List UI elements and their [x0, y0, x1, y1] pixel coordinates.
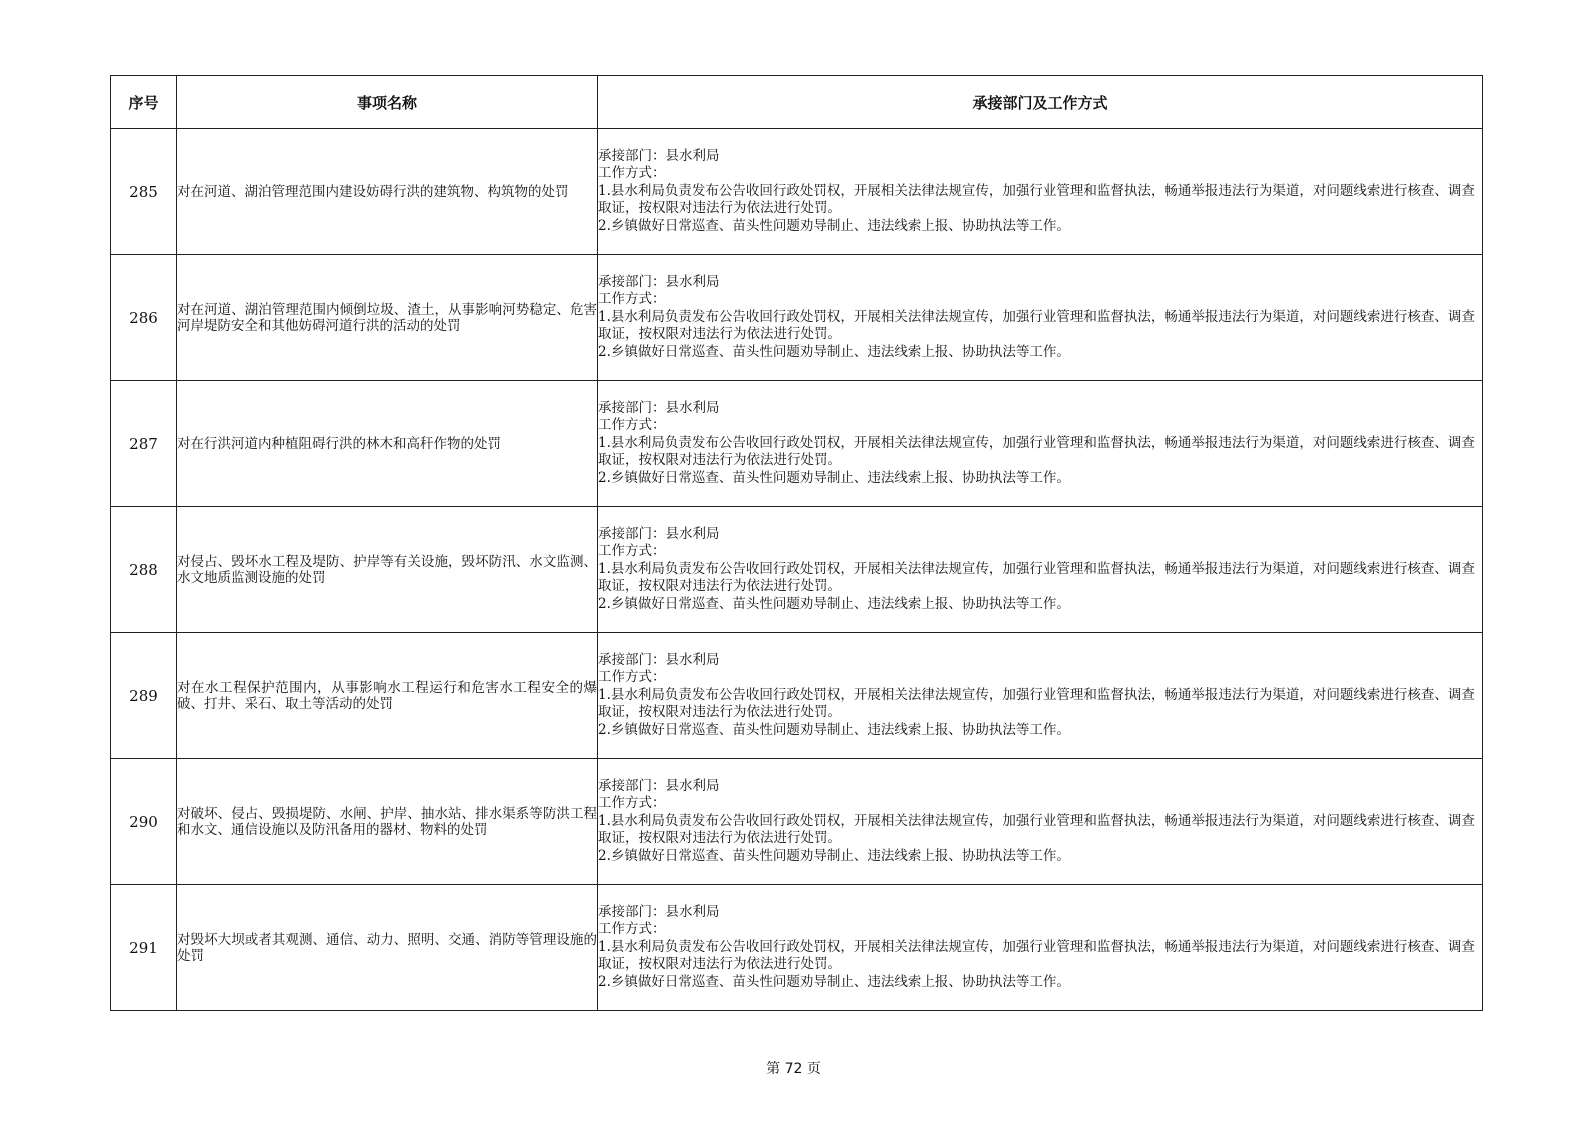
row-method: 工作方式：: [598, 543, 666, 560]
row-dept: 承接部门：县水利局: [598, 399, 720, 416]
row-item2: 2.乡镇做好日常巡查、苗头性问题劝导制止、违法线索上报、协助执法等工作。: [598, 595, 1070, 612]
row-method: 工作方式：: [598, 165, 666, 182]
table-row: [111, 759, 1483, 885]
row-method: 工作方式：: [598, 417, 666, 434]
table-row: [111, 633, 1483, 759]
table-row: [111, 255, 1483, 381]
row-method: 工作方式：: [598, 291, 666, 308]
row-seq: 290: [111, 759, 177, 885]
row-item2: 2.乡镇做好日常巡查、苗头性问题劝导制止、违法线索上报、协助执法等工作。: [598, 469, 1070, 486]
row-name: 对在河道、湖泊管理范围内建设妨碍行洪的建筑物、构筑物的处罚: [177, 129, 598, 255]
row-method: 工作方式：: [598, 921, 666, 938]
row-method: 工作方式：: [598, 669, 666, 686]
row-dept: 承接部门：县水利局: [598, 777, 720, 794]
header-name: 事项名称: [177, 76, 598, 129]
row-seq: 291: [111, 885, 177, 1011]
row-dept-cell: [598, 507, 1483, 633]
row-name: 对在行洪河道内种植阻碍行洪的林木和高秆作物的处罚: [177, 381, 598, 507]
row-name: 对在水工程保护范围内，从事影响水工程运行和危害水工程安全的爆破、打井、采石、取土等活动的处罚: [177, 633, 598, 759]
header-seq: 序号: [111, 76, 177, 129]
row-seq: 285: [111, 129, 177, 255]
row-item1: 1.县水利局负责发布公告收回行政处罚权，开展相关法律法规宣传，加强行业管理和监督执法，畅通举报违法行为渠道，对问题线索进行核查、调查取证，按权限对违法行为依法进行处罚。: [598, 686, 1475, 721]
row-seq: 287: [111, 381, 177, 507]
row-name: 对侵占、毁坏水工程及堤防、护岸等有关设施，毁坏防汛、水文监测、水文地质监测设施的处罚: [177, 507, 598, 633]
row-seq: 289: [111, 633, 177, 759]
row-item1: 1.县水利局负责发布公告收回行政处罚权，开展相关法律法规宣传，加强行业管理和监督执法，畅通举报违法行为渠道，对问题线索进行核查、调查取证，按权限对违法行为依法进行处罚。: [598, 182, 1475, 217]
row-dept: 承接部门：县水利局: [598, 651, 720, 668]
row-item2: 2.乡镇做好日常巡查、苗头性问题劝导制止、违法线索上报、协助执法等工作。: [598, 973, 1070, 990]
row-dept-cell: [598, 633, 1483, 759]
row-dept-cell: [598, 885, 1483, 1011]
row-seq: 286: [111, 255, 177, 381]
row-dept: 承接部门：县水利局: [598, 525, 720, 542]
row-item1: 1.县水利局负责发布公告收回行政处罚权，开展相关法律法规宣传，加强行业管理和监督执法，畅通举报违法行为渠道，对问题线索进行核查、调查取证，按权限对违法行为依法进行处罚。: [598, 938, 1475, 973]
row-item1: 1.县水利局负责发布公告收回行政处罚权，开展相关法律法规宣传，加强行业管理和监督执法，畅通举报违法行为渠道，对问题线索进行核查、调查取证，按权限对违法行为依法进行处罚。: [598, 308, 1475, 343]
table-row: [111, 885, 1483, 1011]
row-name: 对毁坏大坝或者其观测、通信、动力、照明、交通、消防等管理设施的处罚: [177, 885, 598, 1011]
row-item2: 2.乡镇做好日常巡查、苗头性问题劝导制止、违法线索上报、协助执法等工作。: [598, 721, 1070, 738]
row-item2: 2.乡镇做好日常巡查、苗头性问题劝导制止、违法线索上报、协助执法等工作。: [598, 847, 1070, 864]
table-row: [111, 507, 1483, 633]
row-method: 工作方式：: [598, 795, 666, 812]
table-row: [111, 381, 1483, 507]
row-dept-cell: [598, 255, 1483, 381]
row-dept: 承接部门：县水利局: [598, 273, 720, 290]
row-item1: 1.县水利局负责发布公告收回行政处罚权，开展相关法律法规宣传，加强行业管理和监督执法，畅通举报违法行为渠道，对问题线索进行核查、调查取证，按权限对违法行为依法进行处罚。: [598, 560, 1475, 595]
page-number: 第 72 页: [766, 1061, 821, 1077]
matters-table: [110, 75, 1483, 1011]
row-item2: 2.乡镇做好日常巡查、苗头性问题劝导制止、违法线索上报、协助执法等工作。: [598, 217, 1070, 234]
row-item1: 1.县水利局负责发布公告收回行政处罚权，开展相关法律法规宣传，加强行业管理和监督执法，畅通举报违法行为渠道，对问题线索进行核查、调查取证，按权限对违法行为依法进行处罚。: [598, 434, 1475, 469]
row-dept: 承接部门：县水利局: [598, 903, 720, 920]
row-dept-cell: [598, 381, 1483, 507]
row-name: 对破坏、侵占、毁损堤防、水闸、护岸、抽水站、排水渠系等防洪工程和水文、通信设施以及防汛备用的器材、物料的处罚: [177, 759, 598, 885]
table-row: [111, 129, 1483, 255]
row-item2: 2.乡镇做好日常巡查、苗头性问题劝导制止、违法线索上报、协助执法等工作。: [598, 343, 1070, 360]
header-row: [111, 76, 1483, 129]
row-name: 对在河道、湖泊管理范围内倾倒垃圾、渣土，从事影响河势稳定、危害河岸堤防安全和其他妨碍河道行洪的活动的处罚: [177, 255, 598, 381]
row-item1: 1.县水利局负责发布公告收回行政处罚权，开展相关法律法规宣传，加强行业管理和监督执法，畅通举报违法行为渠道，对问题线索进行核查、调查取证，按权限对违法行为依法进行处罚。: [598, 812, 1475, 847]
row-seq: 288: [111, 507, 177, 633]
row-dept: 承接部门：县水利局: [598, 147, 720, 164]
row-dept-cell: [598, 129, 1483, 255]
header-dept: 承接部门及工作方式: [598, 76, 1483, 129]
row-dept-cell: [598, 759, 1483, 885]
